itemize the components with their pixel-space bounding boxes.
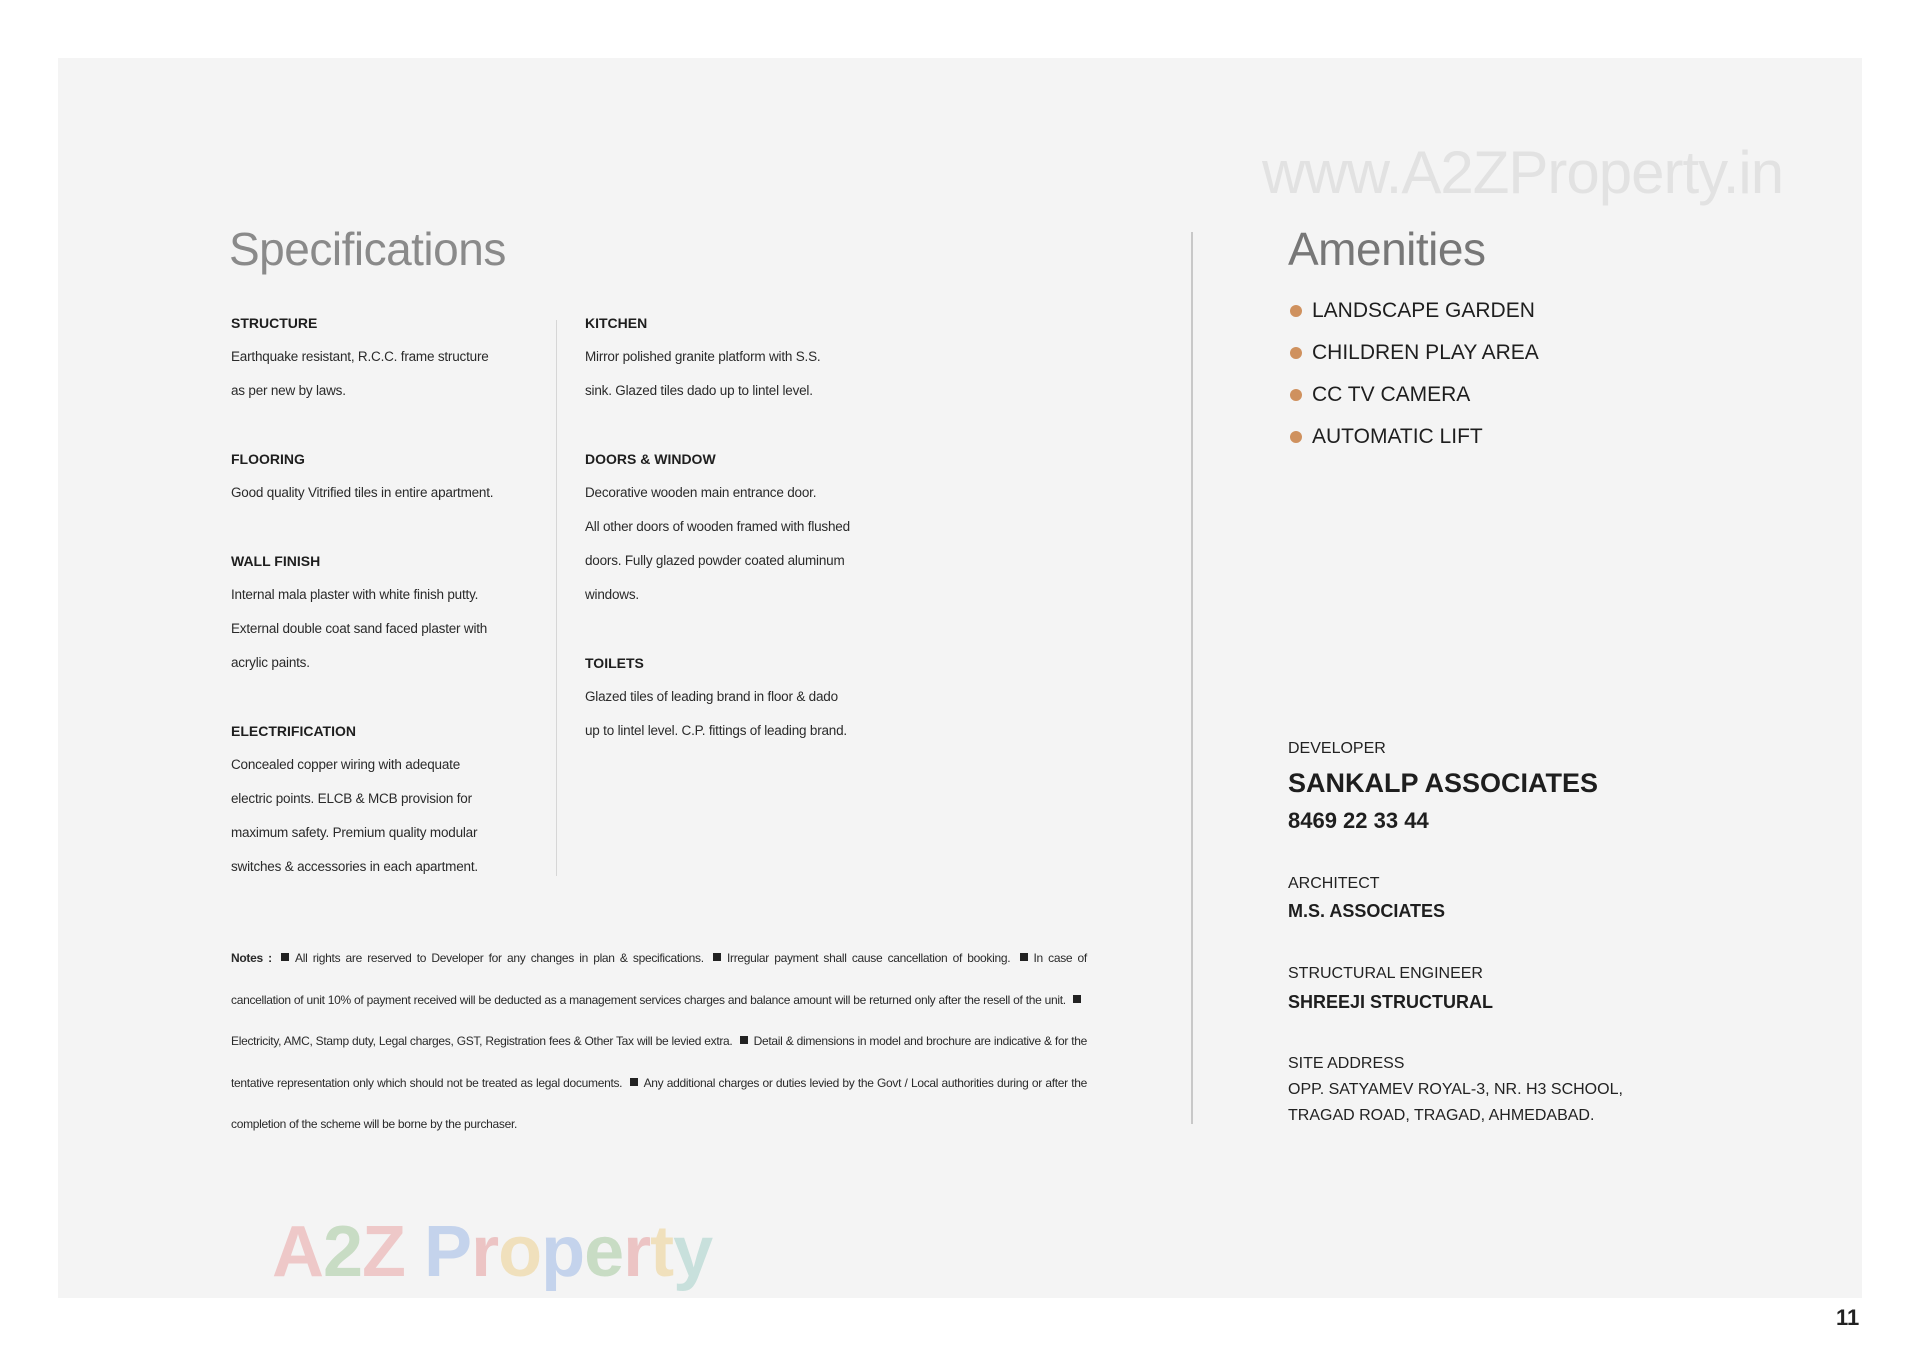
bullet-dot-icon [1290,389,1302,401]
spec-text: Internal mala plaster with white finish putty. [231,587,479,602]
amenity-item [1290,425,1483,449]
amenity-item [1290,383,1470,407]
spec-text: Mirror polished granite platform with S.S. [585,349,821,364]
developer-name: SANKALP ASSOCIATES [1288,768,1599,798]
developer-phone[interactable]: 8469 22 33 44 [1288,808,1429,833]
note-item: All rights are reserved to Developer for any changes in plan & specifications. [295,951,704,965]
engineer-name: SHREEJI STRUCTURAL [1288,992,1494,1012]
square-bullet-icon [630,1078,638,1086]
note-item: In case of cancellation of unit 10% of payment received will be deducted as a management services charges and balance amount will be returned only after the resell of the unit. [231,951,1087,1007]
spec-text: as per new by laws. [231,383,346,398]
spec-heading: FLOORING [231,451,305,467]
spec-text: All other doors of wooden framed with flushed [585,519,850,534]
bullet-dot-icon [1290,305,1302,317]
amenity-label: LANDSCAPE GARDEN [1312,299,1535,322]
square-bullet-icon [1020,953,1028,961]
amenity-label: AUTOMATIC LIFT [1312,425,1483,448]
spec-wall-finish [231,544,571,680]
specifications-title: Specifications [229,223,506,275]
spec-text: up to lintel level. C.P. fittings of leading brand. [585,723,847,738]
bullet-dot-icon [1290,347,1302,359]
architect-label: ARCHITECT [1288,875,1380,892]
note-item: Any additional charges or duties levied by the Govt / Local authorities during or after the completion of the scheme will be borne by the purchaser. [231,1075,1087,1132]
spec-text: Concealed copper wiring with adequate [231,757,461,772]
square-bullet-icon [740,1036,748,1044]
square-bullet-icon [713,953,721,961]
engineer-label: STRUCTURAL ENGINEER [1288,965,1483,982]
spec-doors-window [585,442,925,612]
spec-heading: STRUCTURE [231,315,318,331]
spec-heading: DOORS & WINDOW [585,451,716,467]
spec-text: windows. [585,587,639,602]
address-line-2: TRAGAD ROAD, TRAGAD, AHMEDABAD. [1288,1107,1595,1124]
spec-text: Decorative wooden main entrance door. [585,485,817,500]
address-label: SITE ADDRESS [1288,1055,1405,1072]
notes-label: Notes : [231,951,272,965]
logo-watermark: A2Z Property [272,1212,713,1292]
amenity-label: CC TV CAMERA [1312,383,1471,406]
square-bullet-icon [1073,995,1081,1003]
amenity-item [1290,299,1535,323]
note-item: Electricity, AMC, Stamp duty, Legal charges, GST, Registration fees & Other Tax will be levied extra. [231,1034,733,1049]
spec-kitchen [585,306,925,408]
spec-text: doors. Fully glazed powder coated aluminum [585,553,845,568]
column-divider [556,320,557,876]
spec-text: sink. Glazed tiles dado up to lintel level. [585,383,813,398]
amenities-title: Amenities [1288,223,1486,275]
spec-text: switches & accessories in each apartment. [231,859,478,874]
spec-text: electric points. ELCB & MCB provision for [231,791,472,806]
spec-heading: TOILETS [585,655,644,671]
address-line-1: OPP. SATYAMEV ROYAL-3, NR. H3 SCHOOL, [1288,1081,1623,1098]
spec-flooring [231,442,571,510]
note-item: Irregular payment shall cause cancellation of booking. [727,951,1011,965]
spec-text: External double coat sand faced plaster with [231,621,488,636]
spec-electrification [231,714,571,884]
architect-name: M.S. ASSOCIATES [1288,901,1446,921]
bullet-dot-icon [1290,431,1302,443]
spec-toilets [585,646,925,748]
page-number: 11 [1836,1305,1860,1330]
square-bullet-icon [281,953,289,961]
spec-text: Good quality Vitrified tiles in entire apartment. [231,485,494,500]
spec-text: Glazed tiles of leading brand in floor & dado [585,689,838,704]
spec-structure [231,306,571,408]
spec-heading: WALL FINISH [231,553,321,569]
spec-text: maximum safety. Premium quality modular [231,825,478,840]
amenity-label: CHILDREN PLAY AREA [1312,341,1539,364]
spec-text: Earthquake resistant, R.C.C. frame structure [231,349,489,364]
spec-heading: KITCHEN [585,315,648,331]
spec-text: acrylic paints. [231,655,310,670]
spec-heading: ELECTRIFICATION [231,723,356,739]
notes [231,938,1087,1146]
amenity-item [1290,341,1539,365]
note-item: Detail & dimensions in model and brochure are indicative & for the tentative representation only which should not be treated as legal documents. [231,1034,1087,1090]
watermark-url: www.A2ZProperty.in [1262,139,1784,206]
developer-label: DEVELOPER [1288,740,1386,757]
section-divider [1191,232,1193,1124]
